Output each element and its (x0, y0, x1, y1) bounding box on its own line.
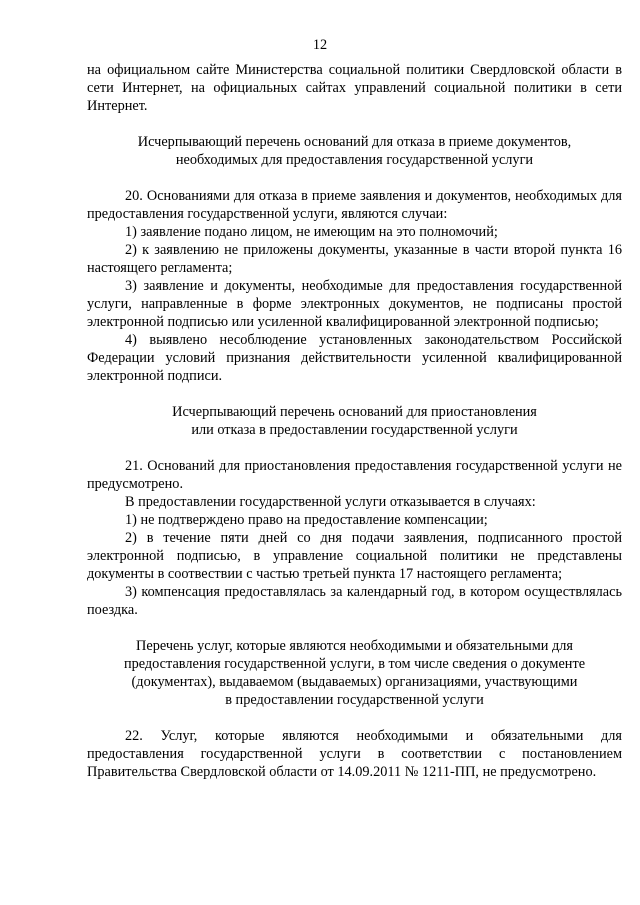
intro-paragraph: на официальном сайте Министерства социальной политики Свердловской области в сети Интернет, на официальных сайтах управлений социальной политики в сети Интернет. (87, 62, 622, 114)
list-item: 1) не подтверждено право на предоставление компенсации; (125, 512, 488, 528)
document-body (87, 61, 622, 781)
list-item: 3) компенсация предоставлялась за календарный год, в котором осуществлялась поездка. (87, 584, 622, 618)
paragraph-21: 21. Оснований для приостановления предоставления государственной услуги не предусмотрено. (87, 458, 622, 492)
section3-heading-line1: Перечень услуг, которые являются необходимыми и обязательными для (136, 638, 573, 654)
list-item: 3) заявление и документы, необходимые для предоставления государственной услуги, направленные в форме электронных документов, не подписаны простой электронной подписью или усиленной квалифицированной электронной подписью; (87, 278, 622, 330)
list-item: 2) к заявлению не приложены документы, указанные в части второй пункта 16 настоящего регламента; (87, 242, 622, 276)
paragraph-22: 22. Услуг, которые являются необходимыми и обязательными для предоставления государственной услуги в соответствии с постановлением Правительства Свердловской области от 14.09.2011 № 1211-ПП, не предусмотрено. (87, 728, 622, 780)
section2-heading-line2: или отказа в предоставлении государственной услуги (191, 422, 518, 438)
section3-heading-line2: предоставления государственной услуги, в том числе сведения о документе (123, 656, 586, 672)
paragraph-20: 20. Основаниями для отказа в приеме заявления и документов, необходимых для предоставления государственной услуги, являются случаи: (87, 188, 622, 222)
list-item: 2) в течение пяти дней со дня подачи заявления, подписанного простой электронной подписью, в управление социальной политики не представлены документы в соотвествии с частью третьей пункта 17 настоящего регламента; (87, 530, 622, 582)
section1-heading-line2: необходимых для предоставления государственной услуги (175, 152, 534, 168)
section3-heading-line4: в предоставлении государственной услуги (225, 692, 484, 708)
refusal-intro: В предоставлении государственной услуги отказывается в случаях: (125, 494, 536, 510)
section3-heading-line3: (документах), выдаваемом (выдаваемых) организациями, участвующими (131, 674, 578, 690)
section2-heading-line1: Исчерпывающий перечень оснований для приостановления (172, 404, 537, 420)
list-item: 4) выявлено несоблюдение установленных законодательством Российской Федерации условий признания действительности усиленной квалифицированной электронной подписи. (87, 332, 622, 384)
page-number: 12 (312, 37, 328, 53)
list-item: 1) заявление подано лицом, не имеющим на это полномочий; (125, 224, 498, 240)
section1-heading-line1: Исчерпывающий перечень оснований для отказа в приеме документов, (137, 134, 572, 150)
